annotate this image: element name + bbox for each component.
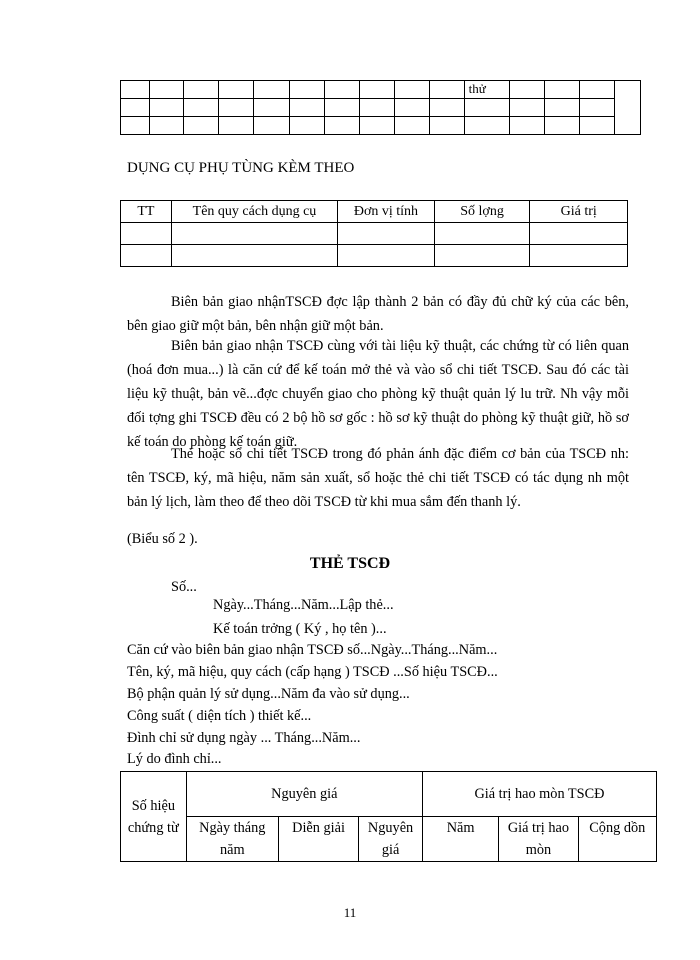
page-number: 11 bbox=[343, 905, 357, 920]
column-header: Đơn vị tính bbox=[338, 201, 435, 223]
column-header: Giá trị hao mòn bbox=[499, 817, 578, 862]
table-header-row bbox=[121, 817, 657, 862]
body-paragraph: Thẻ hoặc sổ chi tiết TSCĐ trong đó phản ánh đặc điểm cơ bản của TSCĐ nh: tên TSCĐ, ký, mã hiệu, năm sản xuất, sổ hoặc thẻ chi tiết TSCĐ có tác dụng nh một bản lý lịch, làm theo để theo dõi TSCĐ từ khi mua sắm đến thanh lý. bbox=[127, 446, 629, 510]
table-row bbox=[121, 99, 641, 117]
table-cell-label: thử bbox=[464, 81, 509, 99]
column-header: Cộng dồn bbox=[578, 817, 656, 862]
column-header: Tên quy cách dụng cụ bbox=[171, 201, 337, 223]
form-reference: (Biểu số 2 ). bbox=[127, 531, 198, 547]
card-line: Lý do đình chỉ... bbox=[127, 751, 222, 767]
card-line: Bộ phận quản lý sử dụng...Năm đa vào sử dụng... bbox=[127, 686, 410, 702]
table-row bbox=[121, 81, 641, 99]
card-line: Tên, ký, mã hiệu, quy cách (cấp hạng ) TSCĐ ...Số hiệu TSCĐ... bbox=[127, 664, 498, 680]
body-paragraph: Biên bản giao nhậnTSCĐ đợc lập thành 2 bản có đầy đủ chữ ký của các bên, bên giao giữ một bản, bên nhận giữ một bản. bbox=[127, 294, 629, 334]
section-heading: DỤNG CỤ PHỤ TÙNG KÈM THEO bbox=[127, 160, 355, 176]
column-header: Ngày tháng năm bbox=[186, 817, 278, 862]
table-row bbox=[121, 117, 641, 135]
card-line: Đình chỉ sử dụng ngày ... Tháng...Năm... bbox=[127, 730, 361, 746]
table-header-row bbox=[121, 772, 657, 817]
top-table bbox=[120, 80, 641, 135]
table-header-row bbox=[121, 201, 628, 223]
column-header: Diễn giải bbox=[278, 817, 358, 862]
tools-table bbox=[120, 200, 628, 267]
column-header: Số hiệu chứng từ bbox=[121, 772, 187, 862]
column-header: Nguyên giá bbox=[186, 772, 422, 817]
body-paragraph: Biên bản giao nhận TSCĐ cùng với tài liệu kỹ thuật, các chứng từ có liên quan (hoá đơn mua...) là căn cứ để kế toán mở thẻ và vào sổ chi tiết TSCĐ. Sau đó các tài liệu kỹ thuật, bản vẽ...đợc chuyển giao cho phòng kỹ thuật quản lý lu trữ. Nh vậy mỗi đối tợng ghi TSCĐ đều có 2 bộ hồ sơ gốc : hồ sơ kỹ thuật do phòng kỹ thuật giữ, hồ sơ kế toán do phòng kế toán giữ. bbox=[127, 338, 629, 450]
card-line: Số... bbox=[171, 579, 197, 595]
card-title: THẺ TSCĐ bbox=[309, 555, 391, 572]
column-header: Số lợng bbox=[434, 201, 530, 223]
column-header: Giá trị bbox=[530, 201, 628, 223]
card-line: Căn cứ vào biên bản giao nhận TSCĐ số...Ngày...Tháng...Năm... bbox=[127, 642, 498, 658]
column-header: Giá trị hao mòn TSCĐ bbox=[422, 772, 656, 817]
asset-card-table bbox=[120, 771, 657, 862]
column-header: Năm bbox=[422, 817, 498, 862]
column-header: Nguyên giá bbox=[359, 817, 423, 862]
card-line: Ngày...Tháng...Năm...Lập thẻ... bbox=[213, 597, 394, 613]
card-line: Kế toán trởng ( Ký , họ tên )... bbox=[213, 621, 387, 637]
table-row bbox=[121, 245, 628, 267]
card-line: Công suất ( diện tích ) thiết kế... bbox=[127, 708, 312, 724]
table-row bbox=[121, 223, 628, 245]
column-header: TT bbox=[121, 201, 172, 223]
